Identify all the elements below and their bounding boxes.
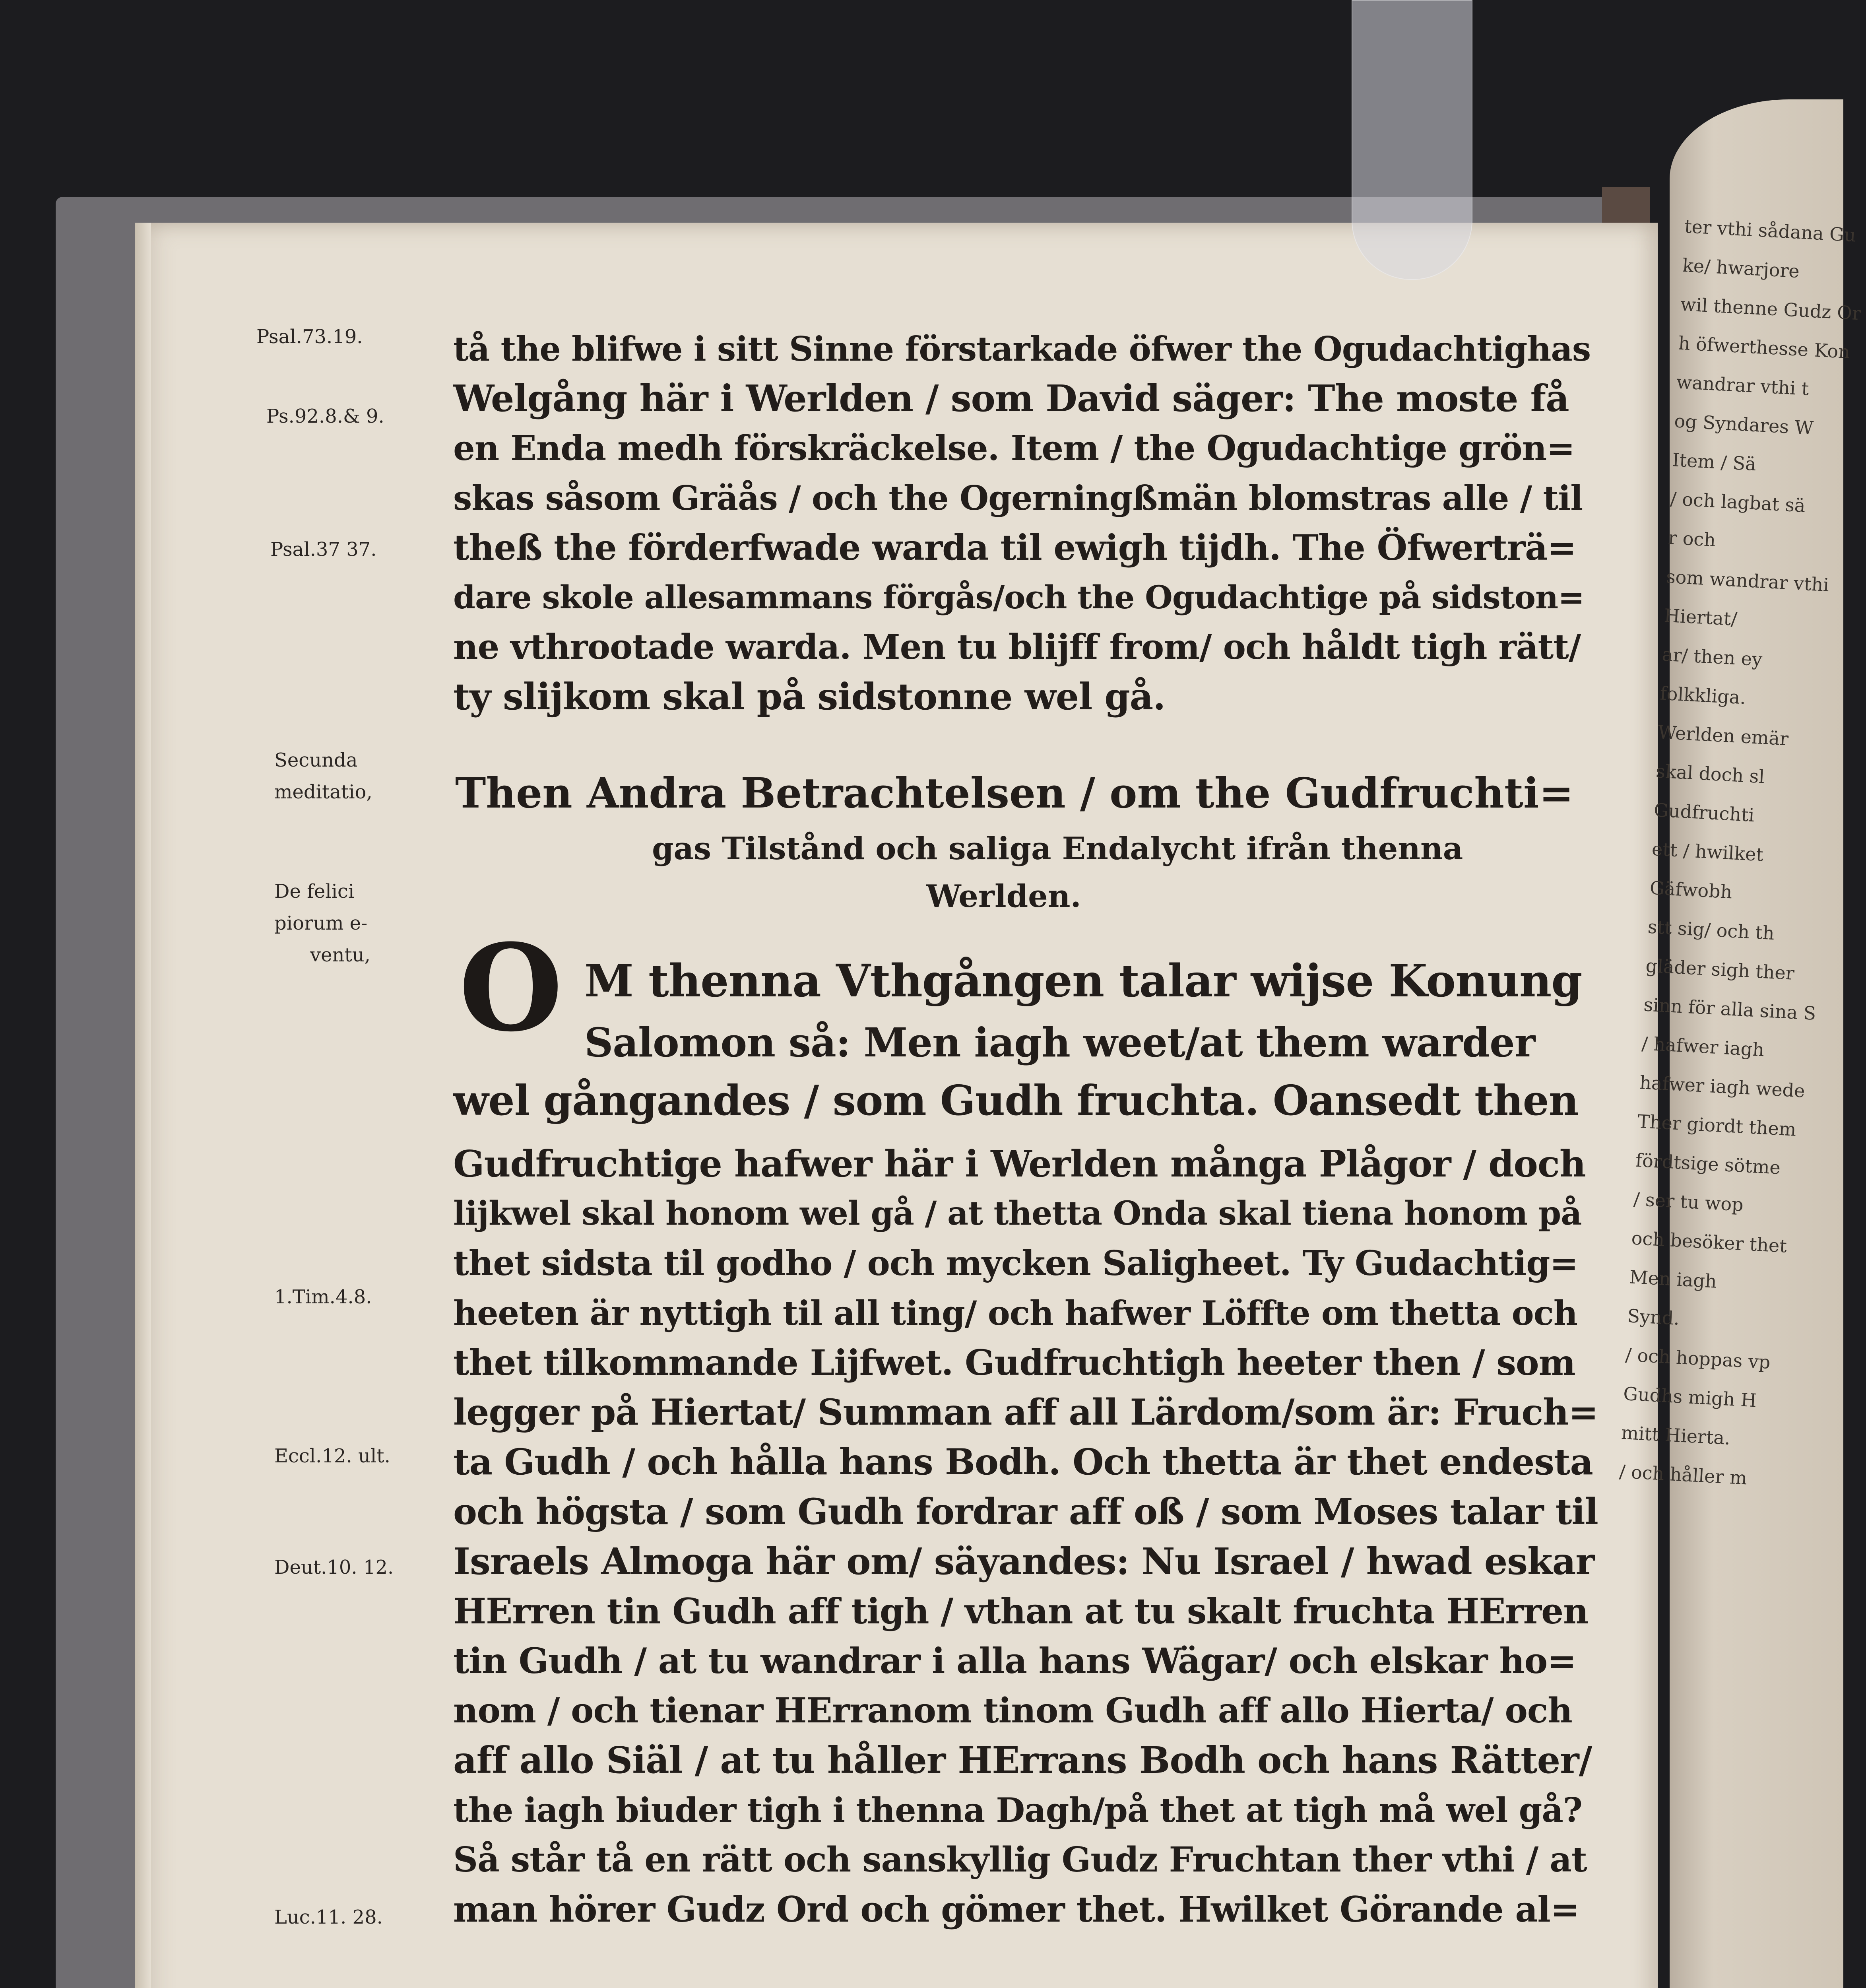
facing-page-line: ke/ hwarjore	[1682, 254, 1800, 282]
facing-page-line: Ther giordt them	[1637, 1110, 1797, 1140]
facing-page-line: wil thenne Gudz Or	[1680, 293, 1862, 324]
section-heading-line3: Werlden.	[926, 878, 1081, 914]
text-line: och högsta / som Gudh fordrar aff oß / som Moses talar til	[453, 1491, 1598, 1533]
facing-page-line: skal doch sl	[1655, 760, 1765, 788]
text-line: legger på Hiertat/ Summan aff all Lärdom/som är: Fruch=	[453, 1391, 1598, 1433]
text-line: Gudfruchtige hafwer här i Werlden många Plågor / doch	[453, 1142, 1586, 1185]
facing-page-line: gläder sigh ther	[1645, 955, 1795, 984]
facing-page-line: mitt Hierta.	[1621, 1421, 1731, 1449]
section-heading-line2: gas Tilstånd och saliga Endalycht ifrån thenna	[652, 831, 1463, 867]
facing-page-line: hafwer iagh wede	[1639, 1072, 1806, 1102]
facing-page-line: Gudfruchti	[1653, 799, 1755, 826]
text-line: aff allo Siäl / at tu håller HErrans Bodh och hans Rätter/	[453, 1739, 1592, 1782]
facing-page-line: folkkliga.	[1659, 682, 1747, 709]
facing-page-line: Men iagh	[1629, 1266, 1717, 1292]
text-line: tå the blifwe i sitt Sinne förstarkade öfwer the Ogudachtighas	[453, 329, 1591, 369]
drop-cap: O	[459, 918, 563, 1058]
facing-page-line: og Syndares W	[1674, 410, 1814, 439]
margin-note-piorum: piorum e-	[274, 912, 368, 934]
facing-page-line: Gudhs migh H	[1623, 1382, 1757, 1411]
text-line: Salomon så: Men iagh weet/at them warder	[584, 1019, 1535, 1066]
facing-page-line: stt sig/ och th	[1647, 916, 1775, 944]
facing-page-line: / och hoppas vp	[1625, 1344, 1771, 1373]
text-line: theß the förderfwade warda til ewigh tijdh. The Öfwerträ=	[453, 527, 1576, 568]
facing-page-line: ar/ then ey	[1661, 643, 1763, 670]
facing-page-line: Hiertat/	[1663, 604, 1738, 630]
text-line: thet sidsta til godho / och mycken Saligheet. Ty Gudachtig=	[453, 1243, 1578, 1283]
margin-note-psal37: Psal.37 37.	[270, 538, 377, 561]
facing-page-line: Synd.	[1627, 1305, 1680, 1330]
margin-note-eccl: Eccl.12. ult.	[274, 1445, 390, 1467]
text-line: tin Gudh / at tu wandrar i alla hans Wägar/ och elskar ho=	[453, 1640, 1576, 1681]
text-line: lijkwel skal honom wel gå / at thetta Onda skal tiena honom på	[453, 1194, 1582, 1233]
margin-note-ventu: ventu,	[310, 944, 370, 966]
text-line: en Enda medh förskräckelse. Item / the Ogudachtige grön=	[453, 428, 1575, 468]
margin-note-deut: Deut.10. 12.	[274, 1556, 394, 1578]
page-holder-tab-top	[1352, 0, 1472, 280]
text-line: M thenna Vthgången talar wijse Konung	[584, 955, 1582, 1007]
facing-page-line: fördtsige sötme	[1635, 1149, 1781, 1178]
facing-page-line: sinn för alla sina S	[1643, 994, 1817, 1024]
margin-note-de-felici: De felici	[274, 880, 355, 903]
text-line: skas såsom Gräås / och the Ogerningßmän blomstras alle / til	[453, 478, 1583, 518]
facing-page-line: Item / Sä	[1672, 449, 1757, 475]
facing-page-line: ter vthi sådana Gu	[1684, 215, 1856, 246]
margin-note-ps92: Ps.92.8.& 9.	[266, 405, 384, 427]
page-edge	[135, 223, 151, 1988]
section-heading: Then Andra Betrachtelsen / om the Gudfruchti=	[455, 769, 1574, 817]
text-line: Welgång här i Werlden / som David säger: The moste få	[453, 377, 1569, 420]
text-line: Så står tå en rätt och sanskyllig Gudz Fruchtan ther vthi / at	[453, 1840, 1587, 1880]
margin-note-meditatio: meditatio,	[274, 781, 372, 803]
text-line: ne vthrootade warda. Men tu blijff from/ och håldt tigh rätt/	[453, 627, 1581, 667]
facing-page-line: r och	[1667, 526, 1717, 551]
text-line: man hörer Gudz Ord och gömer thet. Hwilket Görande al=	[453, 1889, 1579, 1930]
text-line: nom / och tienar HErranom tinom Gudh aff allo Hierta/ och	[453, 1691, 1572, 1731]
facing-page-line: ett / hwilket	[1651, 838, 1764, 866]
text-line: heeten är nyttigh til all ting/ och hafwer Löffte om thetta och	[453, 1293, 1577, 1333]
facing-page-line: / ser tu wop	[1633, 1188, 1744, 1216]
facing-page-line: wandrar vthi t	[1676, 371, 1810, 400]
facing-page-line: Gäfwobh	[1649, 877, 1733, 903]
facing-page-line: och besöker thet	[1631, 1227, 1788, 1257]
facing-page-line: Werlden emär	[1657, 721, 1789, 750]
margin-note-luc: Luc.11. 28.	[274, 1906, 383, 1928]
margin-note-secunda: Secunda	[274, 749, 358, 771]
margin-note-psal73: Psal.73.19.	[256, 326, 363, 348]
facing-page-line: / hafwer iagh	[1641, 1033, 1765, 1061]
text-line: dare skole allesammans förgås/och the Ogudachtige på sidston=	[453, 579, 1585, 616]
text-line: ty slijkom skal på sidstonne wel gå.	[453, 675, 1166, 718]
text-line: thet tilkommande Lijfwet. Gudfruchtigh heeter then / som	[453, 1342, 1575, 1383]
margin-note-tim: 1.Tim.4.8.	[274, 1286, 372, 1308]
facing-page-line: som wandrar vthi	[1665, 565, 1830, 596]
facing-page-line: h öfwerthesse Kon	[1678, 332, 1851, 363]
text-line: HErren tin Gudh aff tigh / vthan at tu skalt fruchta HErren	[453, 1590, 1589, 1632]
facing-page-line: / och lagbat sä	[1670, 488, 1806, 516]
text-line: Israels Almoga här om/ säyandes: Nu Israel / hwad eskar	[453, 1540, 1594, 1583]
text-line: wel gångandes / som Gudh fruchta. Oansedt then	[453, 1076, 1579, 1125]
text-line: ta Gudh / och hålla hans Bodh. Och thetta är thet endesta	[453, 1441, 1593, 1483]
facing-page-line: / och håller m	[1618, 1460, 1748, 1489]
text-line: the iagh biuder tigh i thenna Dagh/på thet at tigh må wel gå?	[453, 1790, 1582, 1830]
